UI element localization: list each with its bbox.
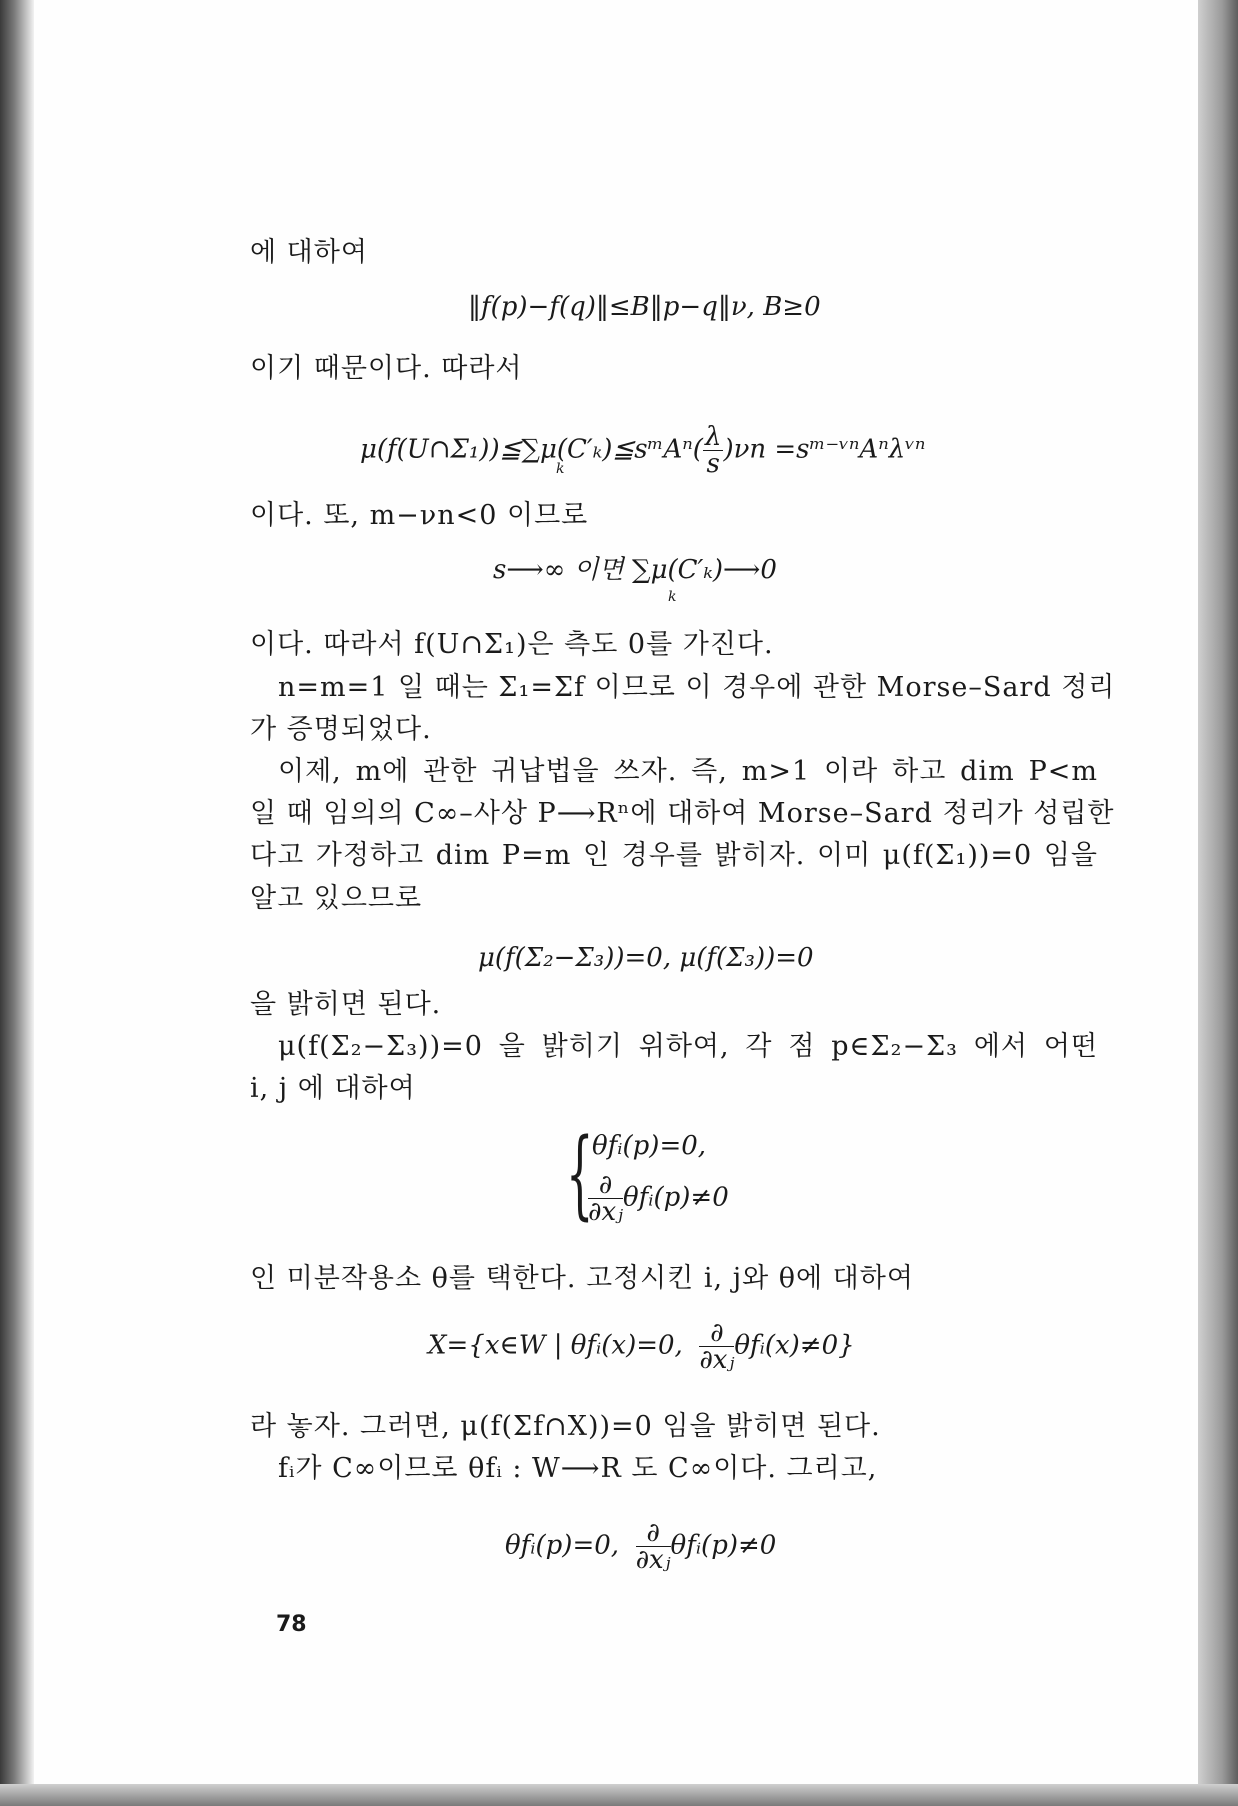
equation-measure-bound [360,424,925,477]
set-definition [428,1320,855,1373]
fraction-numerator: λ [704,422,722,452]
eq-rhs: θfᵢ(x)≠0} [734,1330,855,1361]
equation-condition [505,1520,776,1573]
partial-derivative [588,1172,623,1225]
text-line: 인 미분작용소 θ를 택한다. 고정시킨 i, j와 θ에 대하여 [250,1263,914,1294]
partial-derivative [699,1320,734,1373]
equation-measure-zero: μ(f(Σ₂−Σ₃))=0, μ(f(Σ₃))=0 [478,943,814,973]
fraction-denominator: ∂xⱼ [699,1345,735,1375]
fraction-numerator: ∂ [699,1320,734,1347]
text-line: fᵢ가 C∞이므로 θfᵢ : W⟶R 도 C∞이다. 그리고, [278,1453,878,1484]
text-line: 이제, m에 관한 귀납법을 쓰자. 즉, m>1 이라 하고 dim P<m [278,756,1098,787]
eq2-right: )νn =sᵐ⁻ᵛⁿAⁿλᵛⁿ [723,434,926,465]
text-line: 일 때 임의의 C∞–사상 P⟶Rⁿ에 대하여 Morse–Sard 정리가 성립한 [250,798,1115,829]
page-number: 78 [276,1612,307,1637]
fraction-numerator: ∂ [636,1520,671,1547]
text-line: n=m=1 일 때는 Σ₁=Σf 이므로 이 경우에 관한 Morse–Sard 정리 [278,672,1116,703]
text-line: 이다. 따라서 f(U∩Σ₁)은 측도 0를 가진다. [250,629,774,660]
fraction-denominator: ∂xⱼ [635,1545,671,1575]
text-line: 가 증명되었다. [250,714,432,745]
system-eq-2 [588,1172,729,1225]
text-line: 이다. 또, m−νn<0 이므로 [250,500,589,531]
text-line: 을 밝히면 된다. [250,989,442,1020]
fraction-lambda-over-s [703,424,723,477]
sum-index: k [556,461,565,477]
text-line: 라 놓자. 그러면, μ(f(Σf∩X))=0 임을 밝히면 된다. [250,1411,881,1442]
fraction-numerator: ∂ [588,1172,623,1199]
text-line: i, j 에 대하여 [250,1073,416,1104]
text-line: 다고 가정하고 dim P=m 인 경우를 밝히자. 이미 μ(f(Σ₁))=0 임을 [250,840,1098,871]
fraction-denominator: s [706,449,720,479]
system-eq-1: θfᵢ(p)=0, [592,1131,707,1161]
text-line: 알고 있으므로 [250,883,423,914]
eq-lhs: θfᵢ(p)=0, [505,1530,620,1561]
left-brace: { [566,1118,594,1230]
eq2-left: μ(f(U∩Σ₁))≦∑μ(C′ₖ)≦sᵐAⁿ( [360,434,703,465]
eq-rhs: θfᵢ(p)≠0 [670,1530,777,1561]
equation-holder-bound: ‖f(p)−f(q)‖≤B‖p−q‖ν, B≥0 [468,292,821,322]
text-line: 이기 때문이다. 따라서 [250,353,523,384]
text-line: μ(f(Σ₂−Σ₃))=0 을 밝히기 위하여, 각 점 p∈Σ₂−Σ₃ 에서 어떤 [278,1031,1098,1062]
eq-rhs: θfᵢ(p)≠0 [622,1182,729,1213]
eq-lhs: X={x∈W | θfᵢ(x)=0, [428,1330,683,1361]
partial-derivative [636,1520,671,1573]
equation-limit: s⟶∞ 이면 ∑μ(C′ₖ)⟶0 [493,555,777,585]
fraction-denominator: ∂xⱼ [588,1197,623,1227]
sum-index: k [668,589,677,605]
text-line: 에 대하여 [250,237,368,268]
